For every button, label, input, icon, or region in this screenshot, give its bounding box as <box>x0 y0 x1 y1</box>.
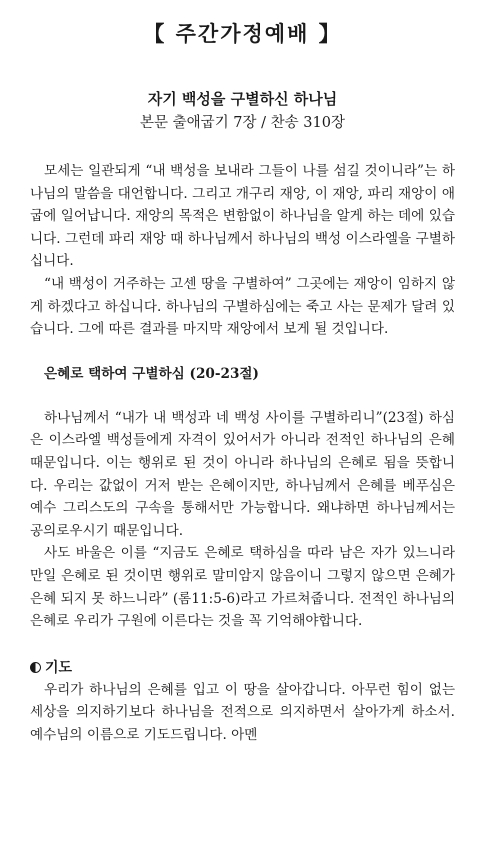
body-paragraph-2: “내 백성이 거주하는 고센 땅을 구별하여” 그곳에는 재앙이 임하지 않게 하겠다고 하십니다. 하나님의 구별하심에는 죽고 사는 문제가 달려 있습니다. 그에 따른 결과를 마지막 재앙에서 보게 될 것입니다. <box>30 275 455 338</box>
prayer-text: 우리가 하나님의 은혜를 입고 이 땅을 살아갑니다. 아무런 힘이 없는 세상을 의지하기보다 하나님을 전적으로 의지하면서 살아가게 하소서. 예수님의 이름으로 기도드립니다. 아멘 <box>30 681 455 743</box>
prayer-heading-label: 기도 <box>45 659 73 676</box>
scripture-reference: 본문 출애굽기 7장 / 찬송 310장 <box>140 115 345 131</box>
sermon-title: 자기 백성을 구별하신 하나님 <box>147 90 338 108</box>
prayer-heading <box>30 657 455 679</box>
half-circle-bullet-icon <box>30 662 41 673</box>
body-paragraph-4: 사도 바울은 이를 “지금도 은혜로 택하심을 따라 남은 자가 있느니라 만일 은혜로 된 것이면 행위로 말미암지 않음이니 그렇지 않으면 은혜가 은혜 되지 못 하느니라” (롬11:5-6)라고 가르쳐줍니다. 전적인 하나님의 은혜로 우리가 구원에 이른다는 것을 꼭 기억해야합니다. <box>30 545 455 630</box>
section-heading: 은혜로 택하여 구별하심 (20-23절) <box>44 365 259 382</box>
body-paragraph-1: 모세는 일관되게 “내 백성을 보내라 그들이 나를 섬길 것이니라”는 하나님의 말씀을 대언합니다. 그리고 개구리 재앙, 이 재앙, 파리 재앙이 애굽에 일어납니다. 재앙의 목적은 변함없이 하나님을 알게 하는 데에 있습니다. 그런데 파리 재앙 때 하나님께서 하나님의 백성 이스라엘을 구별하십니다. <box>30 163 455 270</box>
page-title: 【 주간가정예배 】 <box>143 21 342 46</box>
body-paragraph-3: 하나님께서 “내가 내 백성과 네 백성 사이를 구별하리니”(23절) 하심은 이스라엘 백성들에게 자격이 있어서가 아니라 전적인 하나님의 은혜 때문입니다. 이는 행위로 된 것이 아니라 하나님의 은혜로 됨을 뜻합니다. 우리는 값없이 거저 받는 은혜이지만, 하나님께서 은혜를 베푸심은 예수 그리스도의 구속을 통해서만 가능합니다. 왜냐하면 하나님께서는 공의로우시기 때문입니다. <box>30 409 455 539</box>
